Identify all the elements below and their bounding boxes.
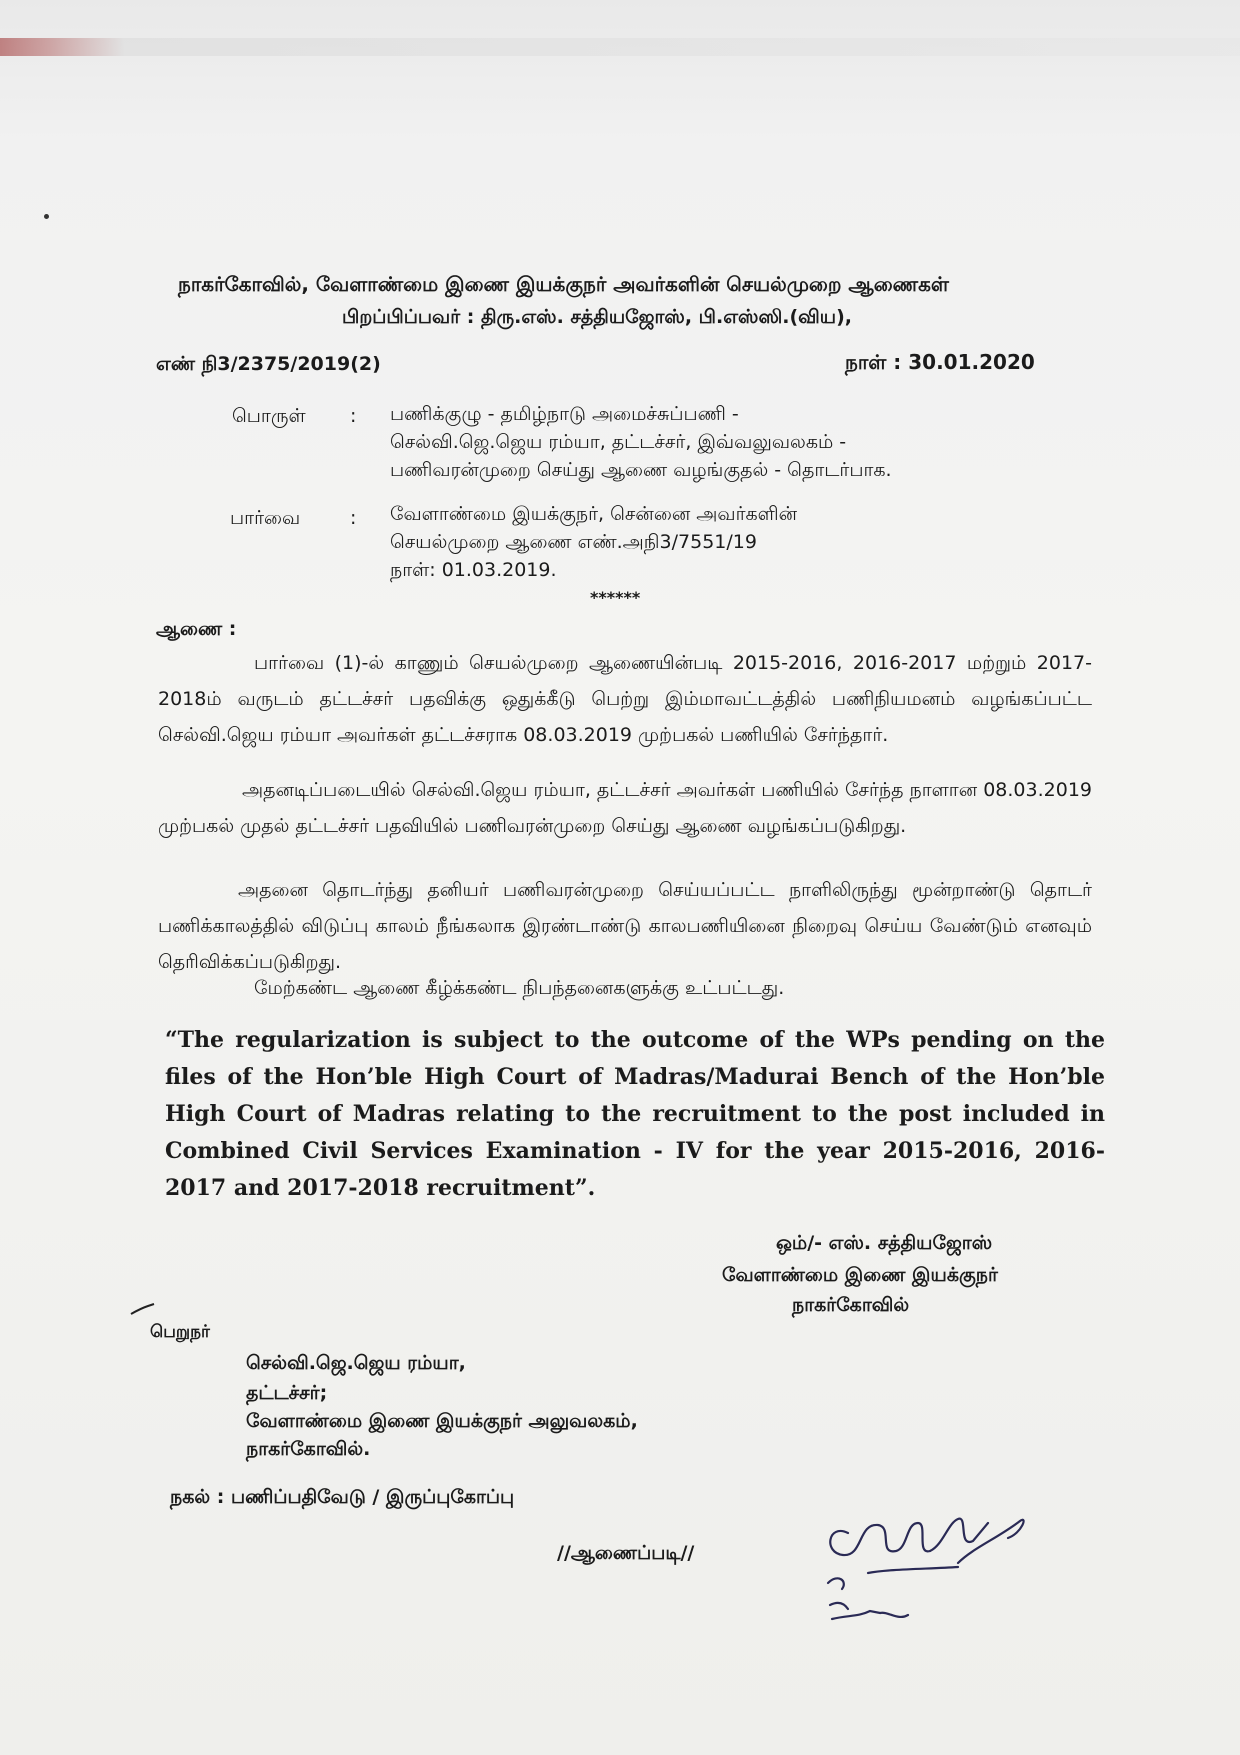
handwritten-signature [808,1493,1038,1643]
copy-to-line: நகல் : பணிப்பதிவேடு / இருப்புகோப்பு [170,1486,515,1508]
recipient-line-2: தட்டச்சர்; [246,1382,328,1404]
subject-label: பொருள் [232,405,306,427]
body-paragraph-2: அதனடிப்படையில் செல்வி.ஜெய ரம்யா, தட்டச்சர் அவர்கள் பணியில் சேர்ந்த நாளான 08.03.2019 முற்பகல் முதல் தட்டச்சர் பதவியில் பணிவரன்முறை செய்து ஆணை வழங்கப்படுகிறது. [158,779,1092,837]
issuer-line: பிறப்பிப்பவர் : திரு.எஸ். சத்தியஜோஸ், பி.எஸ்ஸி.(விய), [342,306,852,328]
reference-read-line-2: செயல்முறை ஆணை எண்.அநி3/7551/19 [390,531,757,553]
scan-edge [0,38,1240,56]
recipient-line-3: வேளாண்மை இணை இயக்குநர் அலுவலகம், [246,1410,638,1432]
reference-number: எண் நி3/2375/2019(2) [156,353,381,375]
recipient-heading: பெறுநர் [150,1322,210,1342]
recipient-line-4: நாகர்கோவில். [246,1438,371,1460]
subject-line-2: செல்வி.ஜெ.ஜெய ரம்யா, தட்டச்சர், இவ்வலுவலகம் - [390,431,847,453]
signatory-designation: வேளாண்மை இணை இயக்குநர் [722,1264,998,1286]
signatory-location: நாகர்கோவில் [792,1294,910,1316]
reference-read-line-3: நாள்: 01.03.2019. [390,559,557,581]
order-date: நாள் : 30.01.2020 [845,350,1035,374]
recipient-line-1: செல்வி.ஜெ.ஜெய ரம்யா, [246,1352,466,1374]
signed-by: ஒம்/- எஸ். சத்தியஜோஸ் [776,1232,993,1254]
body-paragraph-4: மேற்கண்ட ஆணை கீழ்க்கண்ட நிபந்தனைகளுக்கு உட்பட்டது. [254,977,785,999]
reference-read-line-1: வேளாண்மை இயக்குநர், சென்னை அவர்களின் [390,503,798,525]
scan-speck [44,214,49,219]
subject-colon: : [350,405,357,427]
separator-stars: ****** [590,588,641,607]
office-heading: நாகர்கோவில், வேளாண்மை இணை இயக்குநர் அவர்களின் செயல்முறை ஆணைகள் [178,272,949,296]
body-paragraph-1: பார்வை (1)-ல் காணும் செயல்முறை ஆணையின்படி 2015-2016, 2016-2017 மற்றும் 2017-2018ம் வருடம் தட்டச்சர் பதவிக்கு ஒதுக்கீடு பெற்று இம்மாவட்டத்தில் பணிநியமனம் வழங்கப்பட்ட செல்வி.ஜெய ரம்யா அவர்கள் தட்டச்சராக 08.03.2019 முற்பகல் பணியில் சேர்ந்தார். [158,652,1092,746]
order-copy-mark: //ஆணைப்படி// [557,1542,695,1564]
reference-read-colon: : [350,507,357,529]
body-paragraph-3: அதனை தொடர்ந்து தனியர் பணிவரன்முறை செய்யப்பட்ட நாளிலிருந்து மூன்றாண்டு தொடர் பணிக்காலத்தில் விடுப்பு காலம் நீங்கலாக இரண்டாண்டு காலபணியினை நிறைவு செய்ய வேண்டும் எனவும் தெரிவிக்கப்படுகிறது. [158,879,1092,973]
subject-line-3: பணிவரன்முறை செய்து ஆணை வழங்குதல் - தொடர்பாக. [390,459,892,481]
condition-quote: “The regularization is subject to the outcome of the WPs pending on the files of the Hon’ble High Court of Madras/Madurai Bench of the Hon’ble High Court of Madras relating to the recruitment to the post included in Combined Civil Services Examination - IV for the year 2015-2016, 2016-2017 and 2017-2018 recruitment”. [165,1027,1105,1201]
order-heading: ஆணை : [156,618,237,640]
reference-read-label: பார்வை [230,507,301,529]
subject-line-1: பணிக்குழு - தமிழ்நாடு அமைச்சுப்பணி - [390,403,739,425]
